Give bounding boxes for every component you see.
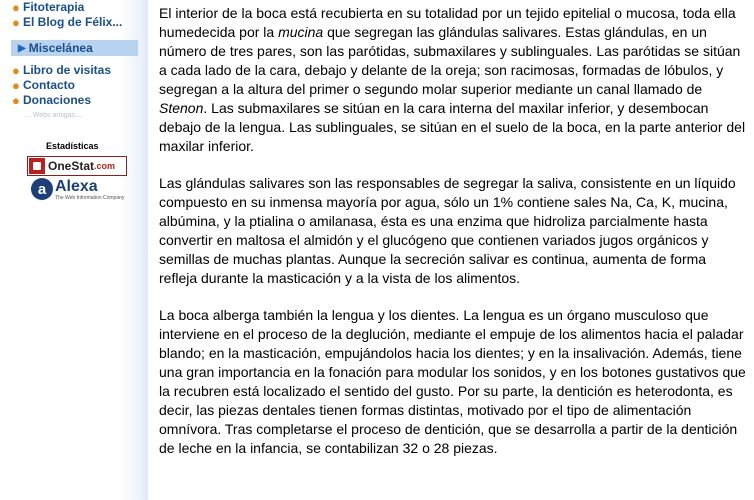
nav-item-label[interactable]: Miscelánea bbox=[28, 41, 93, 55]
nav-item-label[interactable]: Contacto bbox=[23, 78, 75, 92]
term-mucina: mucina bbox=[278, 24, 324, 40]
alexa-words bbox=[55, 178, 124, 201]
bullet-icon: ● bbox=[12, 78, 20, 93]
onestat-name: OneStat bbox=[48, 159, 95, 173]
onestat-badge[interactable] bbox=[27, 156, 127, 176]
sidebar-nav-bottom bbox=[12, 63, 111, 108]
term-stenon: Stenon bbox=[159, 100, 204, 116]
nav-item-label[interactable]: Libro de visitas bbox=[23, 63, 112, 77]
onestat-logo-icon bbox=[29, 158, 45, 174]
nav-item-miscelanea[interactable] bbox=[11, 40, 138, 56]
paragraph-1 bbox=[159, 4, 747, 156]
nav-item-fitoterapia[interactable] bbox=[12, 0, 122, 15]
paragraph-1-text-b: que segregan las glándulas salivares. Estas glándulas, en un número de tres pares, son las parótidas, submaxilares y sublinguales. Las parótidas se sitúan a cada lado de la cara, debajo y delante de la oreja; son racimosas, formadas de lóbulos, y segregan a la altura del primer o segundo molar superior mediante un canal llamado de bbox=[159, 24, 741, 97]
nav-item-donaciones[interactable] bbox=[12, 93, 111, 108]
alexa-badge[interactable] bbox=[31, 178, 131, 204]
arrow-right-icon: ▶ bbox=[18, 42, 26, 54]
alexa-tagline: The Web Information Company bbox=[55, 195, 125, 201]
alexa-logo-icon: a bbox=[31, 178, 53, 200]
paragraph-2: Las glándulas salivares son las responsables de segregar la saliva, consistente en un líquido compuesto en su inmensa mayoría por agua, sólo un 1% contiene sales Na, Ca, K, mucina, albúmina, y la ptialina o amilanasa, ésta es una enzima que hidroliza parcialmente hasta convertir en maltosa el almidón y el glucógeno que contienen variados jugos orgánicos y semillas de muchas plantas. Aunque la secreción salivar es continua, aumenta de forma refleja durante la masticación y a la vista de los alimentos. bbox=[159, 175, 736, 286]
paragraph-1-text-c: . Las submaxilares se sitúan en la cara interna del maxilar inferior, y desembocan debajo de la lengua. Las sublinguales, se sitúan en el suelo de la boca, en la parte anterior del maxilar inferior. bbox=[159, 100, 746, 154]
paragraph-1-text-a: El interior de la boca está recubierta en su totalidad por un tejido epitelial o mucosa, toda ella humedecida por la bbox=[159, 5, 736, 40]
webs-amigas-link[interactable]: ....Webs amigas.... bbox=[25, 112, 83, 119]
bullet-icon: ● bbox=[12, 0, 20, 15]
nav-item-contacto[interactable] bbox=[12, 78, 111, 93]
nav-item-libro-de-visitas[interactable] bbox=[12, 63, 111, 78]
sidebar bbox=[0, 0, 148, 500]
bullet-icon: ● bbox=[12, 63, 20, 78]
bullet-icon: ● bbox=[12, 15, 20, 30]
sidebar-nav-top bbox=[12, 0, 122, 30]
nav-item-label[interactable]: Fitoterapia bbox=[23, 0, 85, 14]
nav-item-label[interactable]: El Blog de Félix... bbox=[23, 15, 123, 29]
onestat-domain: .com bbox=[94, 161, 116, 171]
stats-title: Estadísticas bbox=[46, 141, 99, 151]
nav-item-label[interactable]: Donaciones bbox=[23, 93, 92, 107]
paragraph-3: La boca alberga también la lengua y los dientes. La lengua es un órgano musculoso que interviene en el proceso de la deglución, mediante el empuje de los alimentos hacia el paladar blando; en la masticación, empujándolos hacia los dientes; y en la insalivación. Además, tiene una gran importancia en la fonación para modular los sonidos, y en los botones gustativos que la recubren está localizado el sentido del gusto. Por su parte, la dentición es heterodonta, es decir, las piezas dentales tienen formas distintas, motivado por el tipo de alimentación omnívora. Tras completarse el proceso de dentición, que se desarrolla a partir de la dentición de leche en la infancia, se contabilizan 32 o 28 piezas. bbox=[159, 307, 746, 456]
nav-item-blog[interactable] bbox=[12, 15, 122, 30]
alexa-name: Alexa bbox=[55, 178, 98, 195]
article-content bbox=[159, 4, 747, 476]
bullet-icon: ● bbox=[12, 93, 20, 108]
